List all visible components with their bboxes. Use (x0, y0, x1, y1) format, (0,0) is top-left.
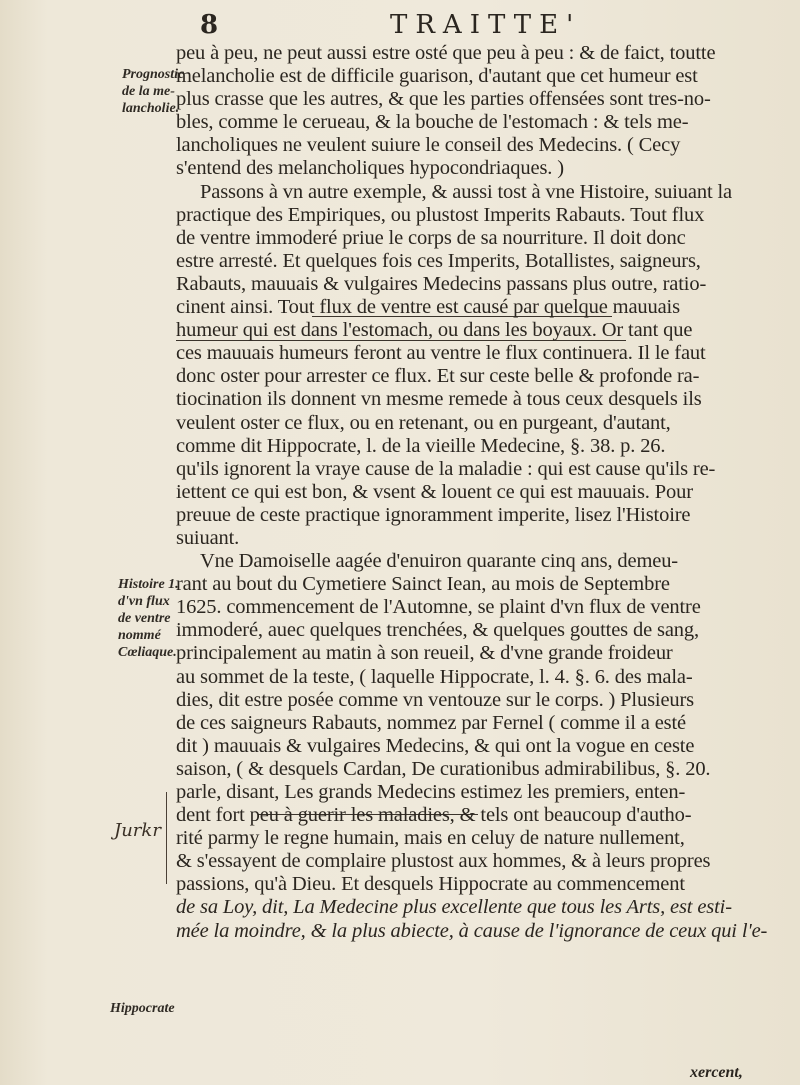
text-line: saison, ( & desquels Cardan, De curationibus admirabilibus, §. 20. (176, 757, 711, 780)
text-line: iettent ce qui est bon, & vsent & louent ce qui est mauuais. Pour (176, 480, 693, 503)
text-line: & s'essayent de complaire plustost aux hommes, & à leurs propres (176, 850, 711, 873)
text-line: dent fort peu à guerir les maladies, & tels ont beaucoup d'autho- (176, 804, 692, 827)
text-line: Passons à vn autre exemple, & aussi tost à vne Histoire, suiuant la (200, 180, 732, 203)
text-line: s'entend des melancholiques hypocondriaques. ) (176, 157, 564, 180)
text-line: dies, dit estre posée comme vn ventouze sur le corps. ) Plusieurs (176, 688, 694, 711)
text-line: rant au bout du Cymetiere Sainct Iean, au mois de Septembre (176, 573, 670, 596)
margin-note-histoire (118, 576, 179, 661)
margin-note-prognostic (122, 66, 184, 117)
text-line: estre arresté. Et quelques fois ces Imperits, Botallistes, saigneurs, (176, 249, 701, 272)
text-line: au sommet de la teste, ( laquelle Hippocrate, l. 4. §. 6. des mala- (176, 665, 693, 688)
margin-note-line: lancholie. (122, 101, 180, 116)
text-line: 1625. commencement de l'Automne, se plaint d'vn flux de ventre (176, 596, 701, 619)
text-line: comme dit Hippocrate, l. de la vieille Medecine, §. 38. p. 26. (176, 434, 666, 457)
text-line: mée la moindre, & la plus abiecte, à cause de l'ignorance de ceux qui l'e- (176, 919, 768, 942)
text-line: bles, comme le cerueau, & la bouche de l'estomach : & tels me- (176, 111, 689, 134)
margin-note-line: de ventre (118, 611, 171, 626)
text-line: passions, qu'à Dieu. Et desquels Hippocrate au commencement (176, 873, 685, 896)
text-line: veulent oster ce flux, ou en retenant, ou en purgeant, d'autant, (176, 411, 671, 434)
text-line: ces mauuais humeurs feront au ventre le flux continuera. Il le faut (176, 342, 706, 365)
text-line: practique des Empiriques, ou plustost Imperits Rabauts. Tout flux (176, 203, 705, 226)
text-line: principalement au matin à son reueil, & d'vne grande froideur (176, 642, 673, 665)
text-line: lancholiques ne veulent suiure le conseil des Medecins. ( Cecy (176, 134, 681, 157)
margin-note-line: Prognostic (122, 67, 185, 82)
margin-note-line: nommé (118, 628, 161, 643)
text-line: immoderé, auec quelques trenchées, & quelques gouttes de sang, (176, 619, 699, 642)
text-line: Rabauts, mauuais & vulgaires Medecins passans plus outre, ratio- (176, 272, 707, 295)
running-title: TRAITTE' (390, 10, 582, 40)
text-line: qu'ils ignorent la vraye cause de la maladie : qui est cause qu'ils re- (176, 457, 716, 480)
margin-note-line: Hippocrate (110, 1001, 175, 1016)
margin-note-hippocrate (110, 1000, 175, 1017)
text-line: cinent ainsi. Tout flux de ventre est causé par quelque mauuais (176, 296, 680, 319)
margin-note-line: de la me- (122, 84, 175, 99)
text-line: preuue de ceste practique ignoramment imperite, lisez l'Histoire (176, 503, 691, 526)
text-line: plus crasse que les autres, & que les parties offensées sont tres-no- (176, 88, 711, 111)
text-line: peu à peu, ne peut aussi estre osté que peu à peu : & de faict, toutte (176, 42, 716, 64)
text-line: de ces saigneurs Rabauts, nommez par Fernel ( comme il a esté (176, 711, 687, 734)
margin-note-line: d'vn flux (118, 594, 170, 609)
handwritten-bracket (166, 792, 167, 884)
margin-note-line: Histoire 1. (118, 577, 179, 592)
handwritten-annotation: Jurkr (114, 820, 161, 841)
body-text (176, 42, 792, 943)
page-header (200, 8, 760, 38)
text-line: rité parmy le regne humain, mais en celuy de nature nullement, (176, 827, 685, 850)
text-line: de ventre immoderé priue le corps de sa nourriture. Il doit donc (176, 226, 686, 249)
page-number: 8 (200, 10, 219, 40)
catchword: xercent, (690, 1064, 743, 1081)
text-line: Vne Damoiselle aagée d'enuiron quarante cinq ans, demeu- (200, 550, 678, 573)
text-line: parle, disant, Les grands Medecins estimez les premiers, enten- (176, 781, 686, 803)
text-line: tiocination ils donnent vn mesme remede à tous ceux desquels ils (176, 388, 702, 411)
text-line: de sa Loy, dit, La Medecine plus excellente que tous les Arts, est esti- (176, 896, 732, 919)
text-line: dit ) mauuais & vulgaires Medecins, & qui ont la vogue en ceste (176, 734, 695, 757)
text-line: donc oster pour arrester ce flux. Et sur ceste belle & profonde ra- (176, 365, 700, 388)
text-line: melancholie est de difficile guarison, d'autant que cet humeur est (176, 65, 698, 88)
margin-note-line: Cœliaque. (118, 645, 177, 660)
text-line: suiuant. (176, 526, 240, 549)
text-line: humeur qui est dans l'estomach, ou dans les boyaux. Or tant que (176, 319, 693, 342)
